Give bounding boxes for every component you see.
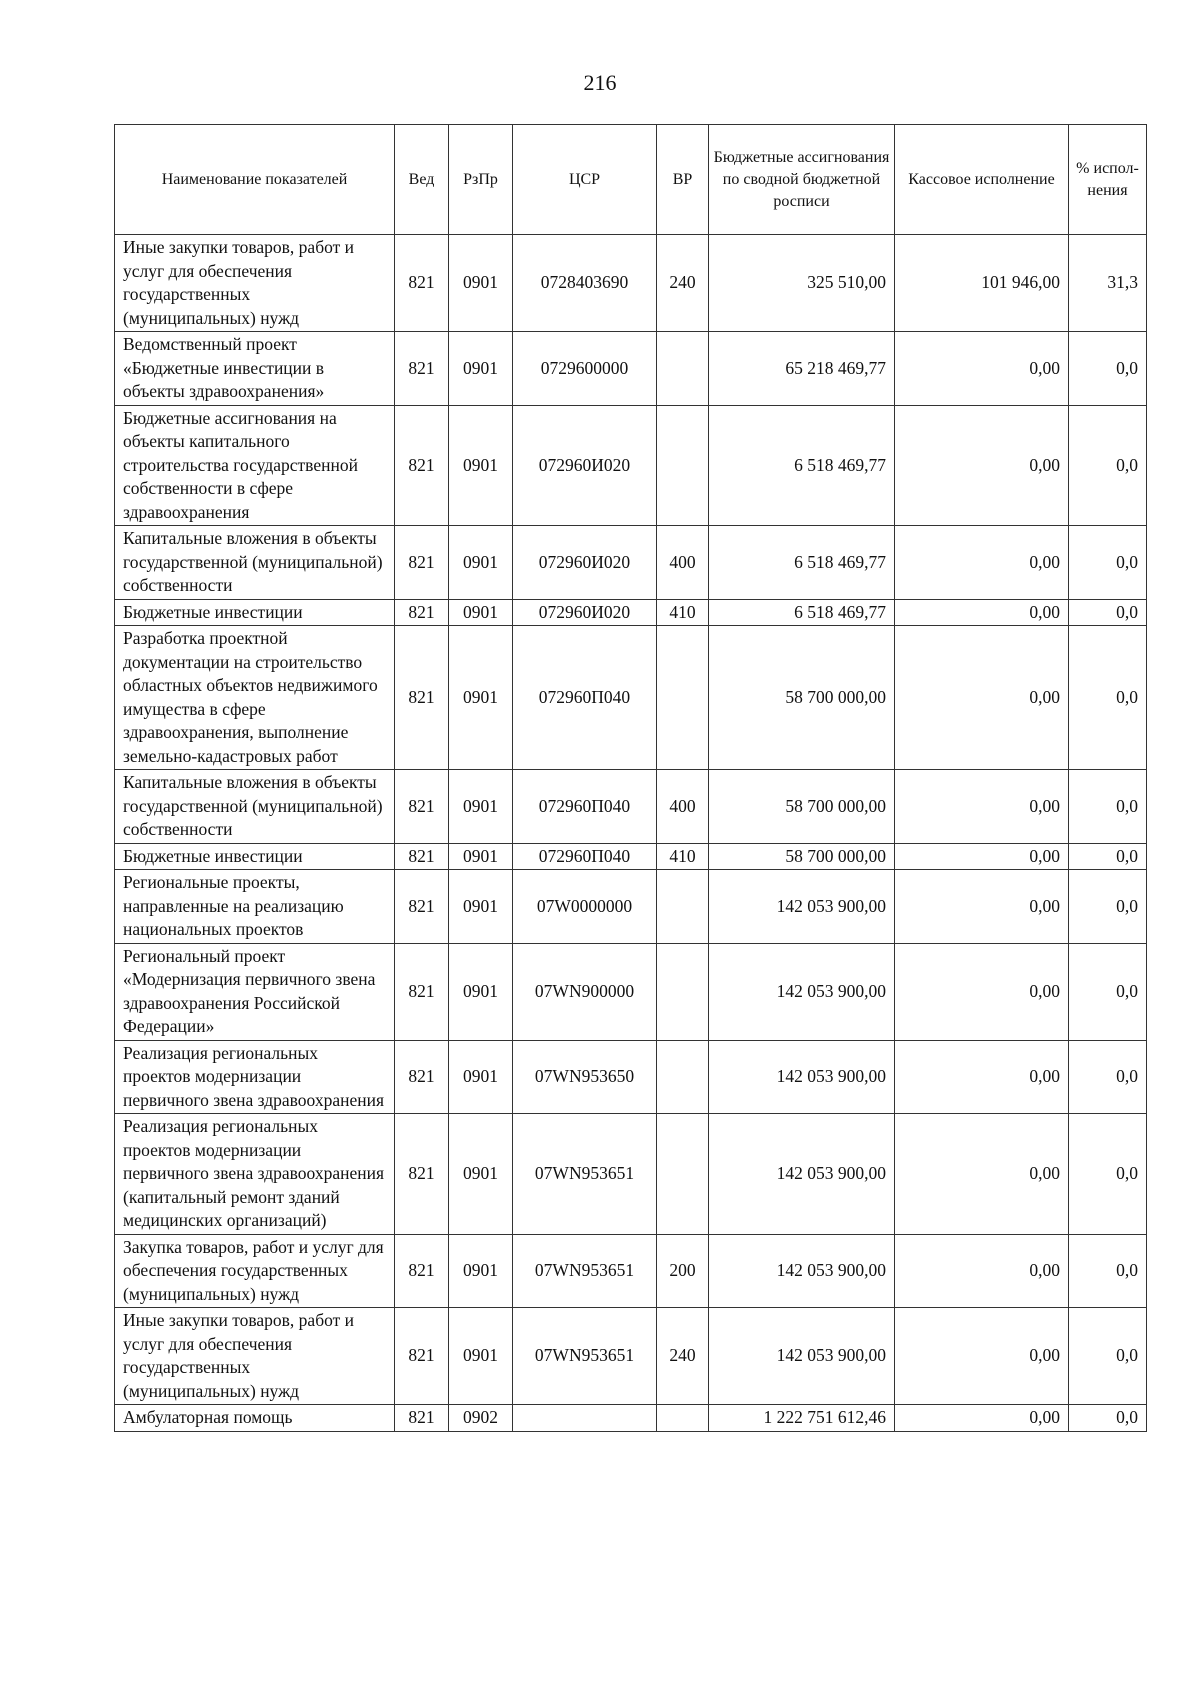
cell-csr: 07WN953650 (513, 1040, 657, 1114)
header-budget: Бюджетные ассигнования по сводной бюджетной росписи (709, 125, 895, 235)
table-row (115, 1114, 1147, 1235)
cell-name: Ведомственный проект «Бюджетные инвестиции в объекты здравоохранения» (115, 332, 395, 406)
table-row (115, 526, 1147, 600)
cell-vr: 400 (657, 770, 709, 844)
cell-budget: 6 518 469,77 (709, 526, 895, 600)
cell-percent: 0,0 (1069, 405, 1147, 526)
cell-execution: 0,00 (895, 526, 1069, 600)
cell-rzpr: 0901 (449, 770, 513, 844)
table-row (115, 770, 1147, 844)
cell-budget: 6 518 469,77 (709, 405, 895, 526)
cell-budget: 142 053 900,00 (709, 1234, 895, 1308)
cell-percent: 0,0 (1069, 526, 1147, 600)
cell-name: Разработка проектной документации на строительство областных объектов недвижимого имущества в сфере здравоохранения, выполнение земельно-кадастровых работ (115, 626, 395, 770)
table-row (115, 943, 1147, 1040)
header-execution: Кассовое исполнение (895, 125, 1069, 235)
cell-name: Иные закупки товаров, работ и услуг для обеспечения государственных (муниципальных) нужд (115, 1308, 395, 1405)
cell-csr: 07WN953651 (513, 1234, 657, 1308)
cell-rzpr: 0901 (449, 599, 513, 626)
cell-percent: 0,0 (1069, 1234, 1147, 1308)
table-row (115, 405, 1147, 526)
cell-execution: 0,00 (895, 1405, 1069, 1432)
cell-vr (657, 1114, 709, 1235)
cell-execution: 0,00 (895, 1308, 1069, 1405)
table-row (115, 1234, 1147, 1308)
cell-csr: 072960П040 (513, 626, 657, 770)
cell-ved: 821 (395, 1234, 449, 1308)
cell-ved: 821 (395, 1040, 449, 1114)
cell-rzpr: 0901 (449, 1114, 513, 1235)
cell-vr (657, 405, 709, 526)
cell-vr: 410 (657, 599, 709, 626)
cell-execution: 0,00 (895, 405, 1069, 526)
cell-budget: 142 053 900,00 (709, 870, 895, 944)
cell-vr (657, 626, 709, 770)
cell-vr (657, 1405, 709, 1432)
budget-table (114, 124, 1147, 1432)
cell-name: Бюджетные ассигнования на объекты капитального строительства государственной собственности в сфере здравоохранения (115, 405, 395, 526)
table-row (115, 626, 1147, 770)
cell-ved: 821 (395, 943, 449, 1040)
cell-execution: 101 946,00 (895, 235, 1069, 332)
cell-ved: 821 (395, 599, 449, 626)
cell-vr: 400 (657, 526, 709, 600)
cell-percent: 0,0 (1069, 332, 1147, 406)
cell-percent: 0,0 (1069, 770, 1147, 844)
cell-csr: 07WN953651 (513, 1308, 657, 1405)
table-header-row (115, 125, 1147, 235)
cell-budget: 142 053 900,00 (709, 1308, 895, 1405)
cell-rzpr: 0901 (449, 1308, 513, 1405)
cell-rzpr: 0901 (449, 332, 513, 406)
cell-vr: 240 (657, 235, 709, 332)
header-rzpr: РзПр (449, 125, 513, 235)
header-vr: ВР (657, 125, 709, 235)
cell-rzpr: 0901 (449, 235, 513, 332)
cell-percent: 31,3 (1069, 235, 1147, 332)
cell-ved: 821 (395, 235, 449, 332)
cell-csr: 072960П040 (513, 843, 657, 870)
cell-execution: 0,00 (895, 1040, 1069, 1114)
cell-name: Реализация региональных проектов модернизации первичного звена здравоохранения (капитальный ремонт зданий медицинских организаций) (115, 1114, 395, 1235)
cell-execution: 0,00 (895, 943, 1069, 1040)
table-row (115, 599, 1147, 626)
cell-rzpr: 0901 (449, 1040, 513, 1114)
header-name: Наименование показателей (115, 125, 395, 235)
cell-csr: 0728403690 (513, 235, 657, 332)
cell-ved: 821 (395, 1308, 449, 1405)
cell-execution: 0,00 (895, 770, 1069, 844)
cell-ved: 821 (395, 843, 449, 870)
cell-execution: 0,00 (895, 843, 1069, 870)
cell-vr (657, 332, 709, 406)
cell-rzpr: 0902 (449, 1405, 513, 1432)
cell-csr: 0729600000 (513, 332, 657, 406)
cell-csr: 072960И020 (513, 599, 657, 626)
header-csr: ЦСР (513, 125, 657, 235)
cell-execution: 0,00 (895, 626, 1069, 770)
cell-budget: 6 518 469,77 (709, 599, 895, 626)
cell-name: Закупка товаров, работ и услуг для обеспечения государственных (муниципальных) нужд (115, 1234, 395, 1308)
cell-vr: 200 (657, 1234, 709, 1308)
cell-percent: 0,0 (1069, 1114, 1147, 1235)
cell-rzpr: 0901 (449, 943, 513, 1040)
header-ved: Вед (395, 125, 449, 235)
cell-budget: 142 053 900,00 (709, 1114, 895, 1235)
cell-ved: 821 (395, 526, 449, 600)
cell-percent: 0,0 (1069, 1405, 1147, 1432)
cell-ved: 821 (395, 870, 449, 944)
cell-name: Региональный проект «Модернизация первичного звена здравоохранения Российской Федерации» (115, 943, 395, 1040)
cell-name: Бюджетные инвестиции (115, 843, 395, 870)
cell-csr (513, 1405, 657, 1432)
cell-percent: 0,0 (1069, 870, 1147, 944)
cell-budget: 58 700 000,00 (709, 843, 895, 870)
cell-rzpr: 0901 (449, 405, 513, 526)
cell-csr: 072960И020 (513, 405, 657, 526)
cell-budget: 1 222 751 612,46 (709, 1405, 895, 1432)
cell-percent: 0,0 (1069, 599, 1147, 626)
cell-ved: 821 (395, 626, 449, 770)
table-row (115, 843, 1147, 870)
cell-name: Амбулаторная помощь (115, 1405, 395, 1432)
cell-ved: 821 (395, 770, 449, 844)
cell-rzpr: 0901 (449, 870, 513, 944)
cell-percent: 0,0 (1069, 626, 1147, 770)
cell-rzpr: 0901 (449, 1234, 513, 1308)
cell-csr: 07W0000000 (513, 870, 657, 944)
cell-csr: 072960И020 (513, 526, 657, 600)
table-row (115, 235, 1147, 332)
cell-execution: 0,00 (895, 332, 1069, 406)
cell-budget: 58 700 000,00 (709, 770, 895, 844)
cell-percent: 0,0 (1069, 1040, 1147, 1114)
cell-budget: 58 700 000,00 (709, 626, 895, 770)
cell-execution: 0,00 (895, 599, 1069, 626)
header-percent: % испол-нения (1069, 125, 1147, 235)
cell-budget: 65 218 469,77 (709, 332, 895, 406)
cell-vr: 410 (657, 843, 709, 870)
table-row (115, 1040, 1147, 1114)
table-row (115, 1405, 1147, 1432)
cell-percent: 0,0 (1069, 1308, 1147, 1405)
cell-vr (657, 870, 709, 944)
cell-name: Иные закупки товаров, работ и услуг для обеспечения государственных (муниципальных) нужд (115, 235, 395, 332)
cell-vr (657, 943, 709, 1040)
cell-name: Капитальные вложения в объекты государственной (муниципальной) собственности (115, 526, 395, 600)
cell-percent: 0,0 (1069, 943, 1147, 1040)
cell-budget: 142 053 900,00 (709, 943, 895, 1040)
cell-rzpr: 0901 (449, 526, 513, 600)
cell-name: Капитальные вложения в объекты государственной (муниципальной) собственности (115, 770, 395, 844)
table-row (115, 1308, 1147, 1405)
cell-budget: 142 053 900,00 (709, 1040, 895, 1114)
cell-ved: 821 (395, 405, 449, 526)
cell-budget: 325 510,00 (709, 235, 895, 332)
cell-percent: 0,0 (1069, 843, 1147, 870)
cell-csr: 07WN900000 (513, 943, 657, 1040)
cell-execution: 0,00 (895, 1114, 1069, 1235)
cell-ved: 821 (395, 1405, 449, 1432)
page-number: 216 (583, 70, 617, 95)
cell-ved: 821 (395, 332, 449, 406)
cell-csr: 072960П040 (513, 770, 657, 844)
cell-name: Реализация региональных проектов модернизации первичного звена здравоохранения (115, 1040, 395, 1114)
cell-vr (657, 1040, 709, 1114)
cell-csr: 07WN953651 (513, 1114, 657, 1235)
cell-execution: 0,00 (895, 870, 1069, 944)
table-row (115, 332, 1147, 406)
cell-rzpr: 0901 (449, 626, 513, 770)
cell-name: Региональные проекты, направленные на реализацию национальных проектов (115, 870, 395, 944)
cell-name: Бюджетные инвестиции (115, 599, 395, 626)
cell-execution: 0,00 (895, 1234, 1069, 1308)
table-row (115, 870, 1147, 944)
cell-rzpr: 0901 (449, 843, 513, 870)
cell-ved: 821 (395, 1114, 449, 1235)
cell-vr: 240 (657, 1308, 709, 1405)
